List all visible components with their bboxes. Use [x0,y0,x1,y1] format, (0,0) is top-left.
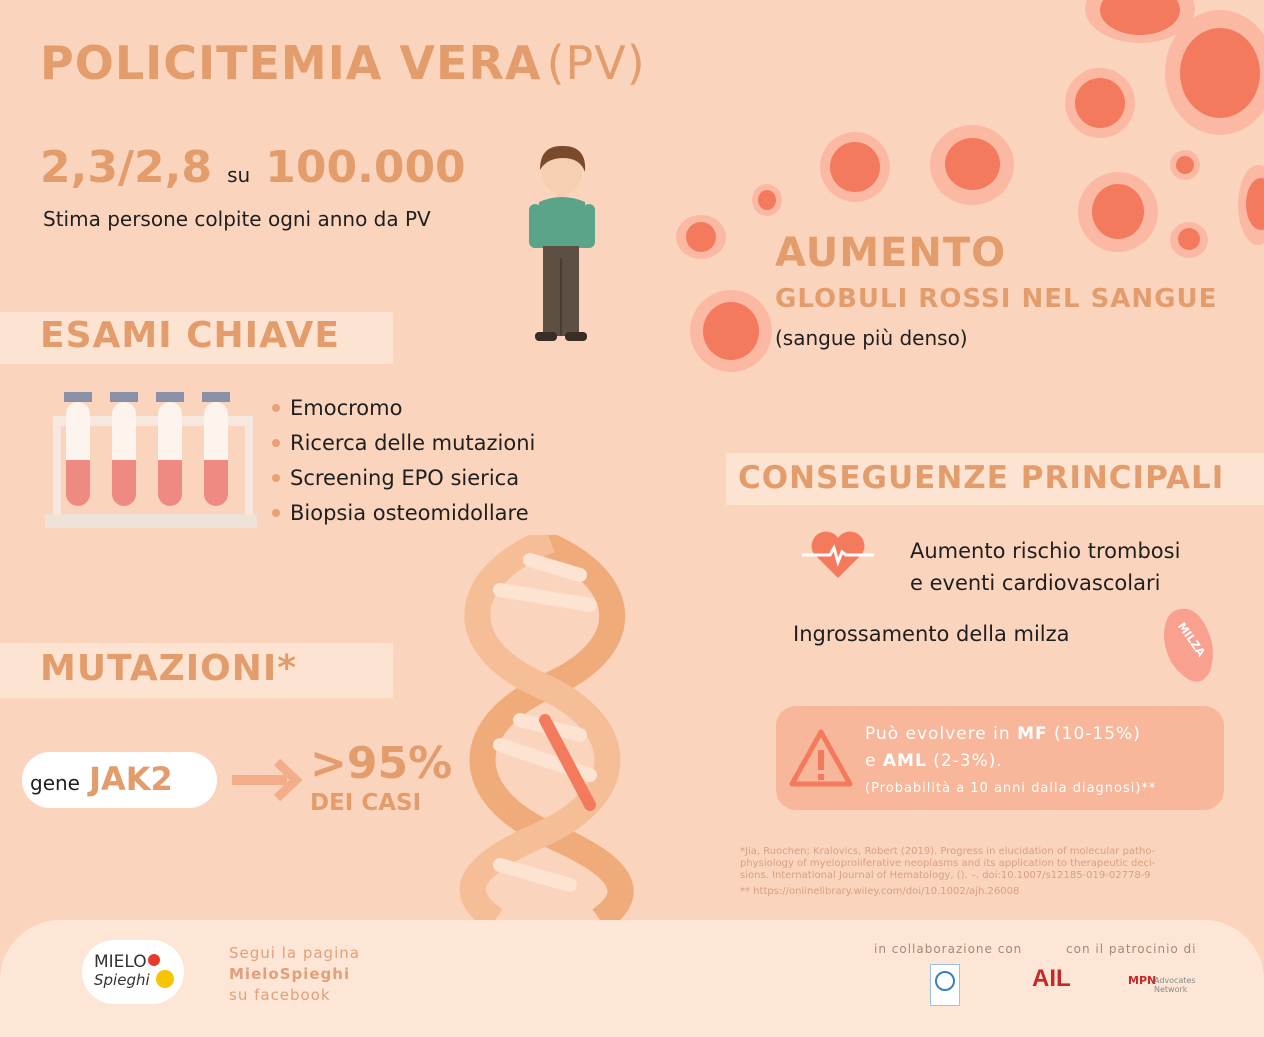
heart-icon [800,528,876,580]
list-item: Emocromo [272,390,535,425]
evolution-text: Può evolvere in MF (10-15%) e AML (2-3%). (Probabilità a 10 anni dalla diagnosi)** [865,724,1157,796]
mutations-heading: MUTAZIONI* [40,648,298,689]
mutation-percentage-label: DEI CASI [310,790,422,816]
incidence-caption: Stima persone colpite ogni anno da PV [43,207,431,231]
increase-note: (sangue più denso) [775,326,968,350]
increase-subheading: GLOBULI ROSSI NEL SANGUE [775,284,1218,314]
spleen-icon [1158,605,1220,685]
exams-list [272,390,535,530]
spleen-label: MILZA [1174,619,1208,660]
collab-label: in collaborazione con [874,942,1023,956]
svg-text:AIL: AIL [1032,965,1071,992]
list-item: Screening EPO sierica [272,460,535,495]
title-abbr: (PV) [546,36,646,90]
gene-text: gene JAK2 [30,760,173,798]
incidence-per: 100.000 [265,142,466,193]
mutation-percentage: >95% [310,738,453,789]
mpn-logo: MPN Advocates Network [1128,974,1196,994]
incidence-stat [40,142,466,193]
follow-text: Segui la pagina MieloSpieghi su facebook [229,944,360,1004]
test-tubes-icon [45,388,260,533]
thrombosis-text: Aumento rischio trombosi e eventi cardiovascolari [910,539,1181,595]
consequences-heading: CONSEGUENZE PRINCIPALI [738,460,1225,496]
patron-label: con il patrocinio di [1066,942,1197,956]
incidence-unit: su [227,163,251,187]
increase-heading: AUMENTO [775,230,1007,276]
list-item: Ricerca delle mutazioni [272,425,535,460]
references: *Jia, Ruochen; Kralovics, Robert (2019). Progress in elucidation of molecular patho- physiology of myeloproliferative neoplasms and its application to therapeutic deci- sions. International Journal of Hematology, (), –. doi:10.1007/s12185-019-02778-9 ** https://onlinelibrary.wiley.com/doi/10.1002/ajh.26008 [740,846,1156,897]
exams-heading: ESAMI CHIAVE [40,315,340,356]
partner-logo-2 [1030,962,1078,1006]
incidence-value: 2,3/2,8 [40,142,212,193]
person-illustration [525,140,600,345]
list-item: Biopsia osteomidollare [272,495,535,530]
partner-logo-1 [930,964,960,1006]
warning-icon [788,728,854,788]
mielospieghi-logo: MIELO Spieghi [82,940,184,1004]
page-title: POLICITEMIA VERA (PV) [40,36,646,90]
arrow-icon [232,758,307,802]
gene-name: JAK2 [89,760,173,798]
spleen-text: Ingrossamento della milza [793,622,1070,646]
dna-helix-illustration [440,535,660,920]
